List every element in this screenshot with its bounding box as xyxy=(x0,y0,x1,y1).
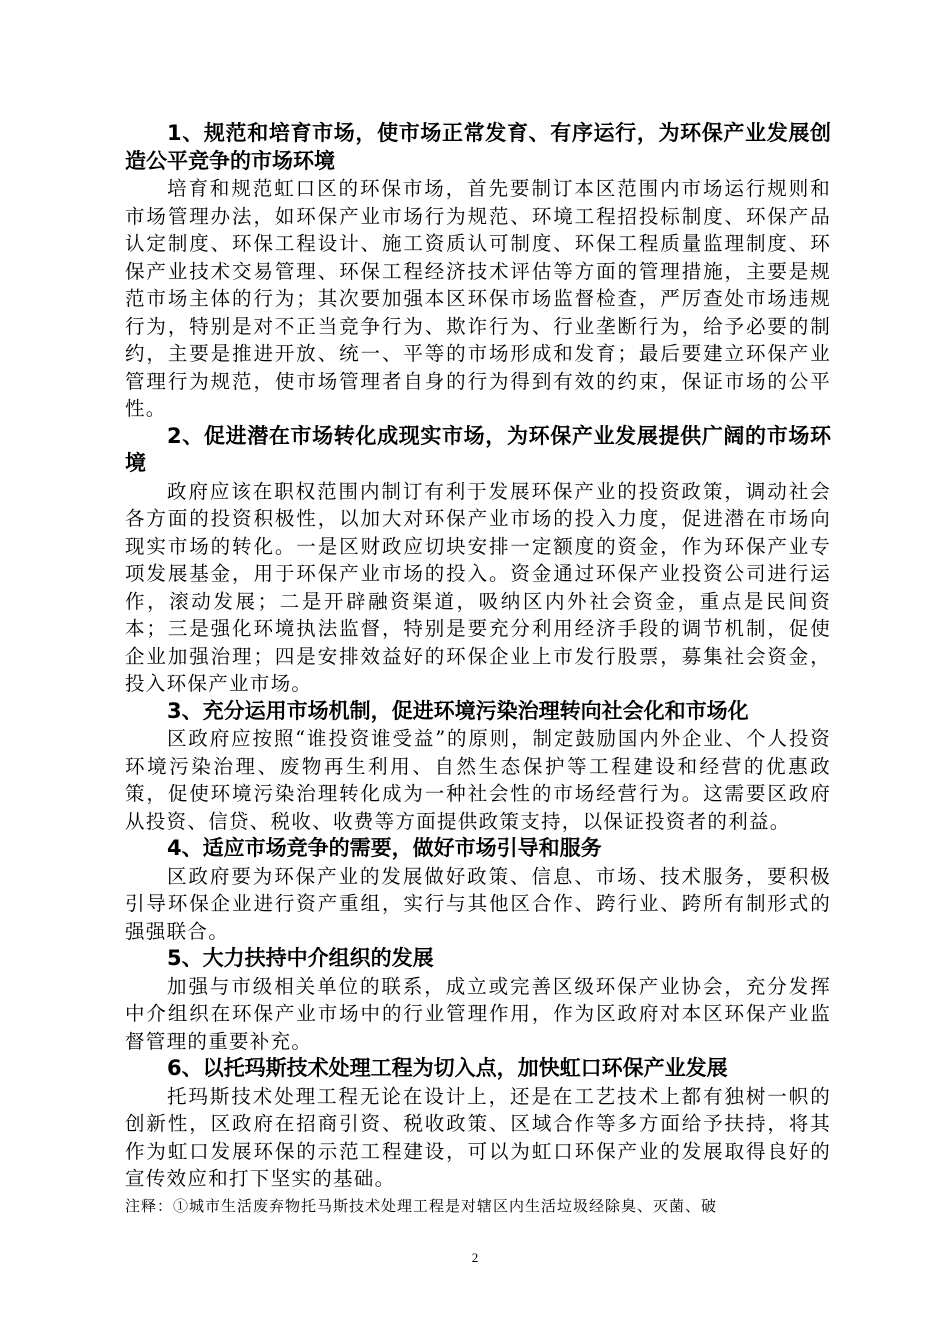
section-4-body: 区政府要为环保产业的发展做好政策、信息、市场、技术服务，要积极引导环保企业进行资产重组，实行与其他区合作、跨行业、跨所有制形式的强强联合。 xyxy=(125,864,831,943)
section-3-body: 区政府应按照“谁投资谁受益”的原则，制定鼓励国内外企业、个人投资环境污染治理、废物再生利用、自然生态保护等工程建设和经营的优惠政策，促使环境污染治理转化成为一种社会性的市场经营行为。这需要区政府从投资、信贷、税收、收费等方面提供政策支持，以保证投资者的利益。 xyxy=(125,727,831,833)
section-2-body: 政府应该在职权范围内制订有利于发展环保产业的投资政策，调动社会各方面的投资积极性，以加大对环保产业市场的投入力度，促进潜在市场向现实市场的转化。一是区财政应切块安排一定额度的资金，作为环保产业专项发展基金，用于环保产业市场的投入。资金通过环保产业投资公司进行运作，滚动发展；二是开辟融资渠道，吸纳区内外社会资金，重点是民间资本；三是强化环境执法监督，特别是要充分利用经济手段的调节机制，促使企业加强治理；四是安排效益好的环保企业上市发行股票，募集社会资金，投入环保产业市场。 xyxy=(125,479,831,695)
section-3-heading: 3、充分运用市场机制，促进环境污染治理转向社会化和市场化 xyxy=(167,698,749,723)
section-1-body: 培育和规范虹口区的环保市场，首先要制订本区范围内市场运行规则和市场管理办法，如环保产业市场行为规范、环境工程招投标制度、环保产品认定制度、环保工程设计、施工资质认可制度、环保工程质量监理制度、环保产业技术交易管理、环保工程经济技术评估等方面的管理措施，主要是规范市场主体的行为；其次要加强本区环保市场监督检查，严厉查处市场违规行为，特别是对不正当竞争行为、欺诈行为、行业垄断行为，给予必要的制约，主要是推进开放、统一、平等的市场形成和发育；最后要建立环保产业管理行为规范，使市场管理者自身的行为得到有效的约束，保证市场的公平性。 xyxy=(125,177,831,420)
section-6-body: 托玛斯技术处理工程无论在设计上，还是在工艺技术上都有独树一帜的创新性，区政府在招商引资、税收政策、区域合作等多方面给予扶持，将其作为虹口发展环保的示范工程建设，可以为虹口环保产业的发展取得良好的宣传效应和打下坚实的基础。 xyxy=(125,1084,831,1190)
section-4-heading: 4、适应市场竞争的需要，做好市场引导和服务 xyxy=(167,836,602,860)
section-2-heading: 2、促进潜在市场转化成现实市场，为环保产业发展提供广阔的市场环境 xyxy=(125,423,831,475)
section-6-heading: 6、以托玛斯技术处理工程为切入点，加快虹口环保产业发展 xyxy=(167,1056,728,1080)
section-1-heading: 1、规范和培育市场，使市场正常发育、有序运行，为环保产业发展创造公平竞争的市场环境 xyxy=(125,121,831,173)
section-5-heading: 5、大力扶持中介组织的发展 xyxy=(167,946,434,970)
page-number: 2 xyxy=(471,1250,479,1265)
section-5-body: 加强与市级相关单位的联系，成立或完善区级环保产业协会，充分发挥中介组织在环保产业市场中的行业管理作用，作为区政府对本区环保产业监督管理的重要补充。 xyxy=(125,974,831,1053)
footnote: 注释：①城市生活废弃物托马斯技术处理工程是对辖区内生活垃圾经除臭、灭菌、破 xyxy=(125,1197,718,1215)
document-body xyxy=(125,120,831,1193)
